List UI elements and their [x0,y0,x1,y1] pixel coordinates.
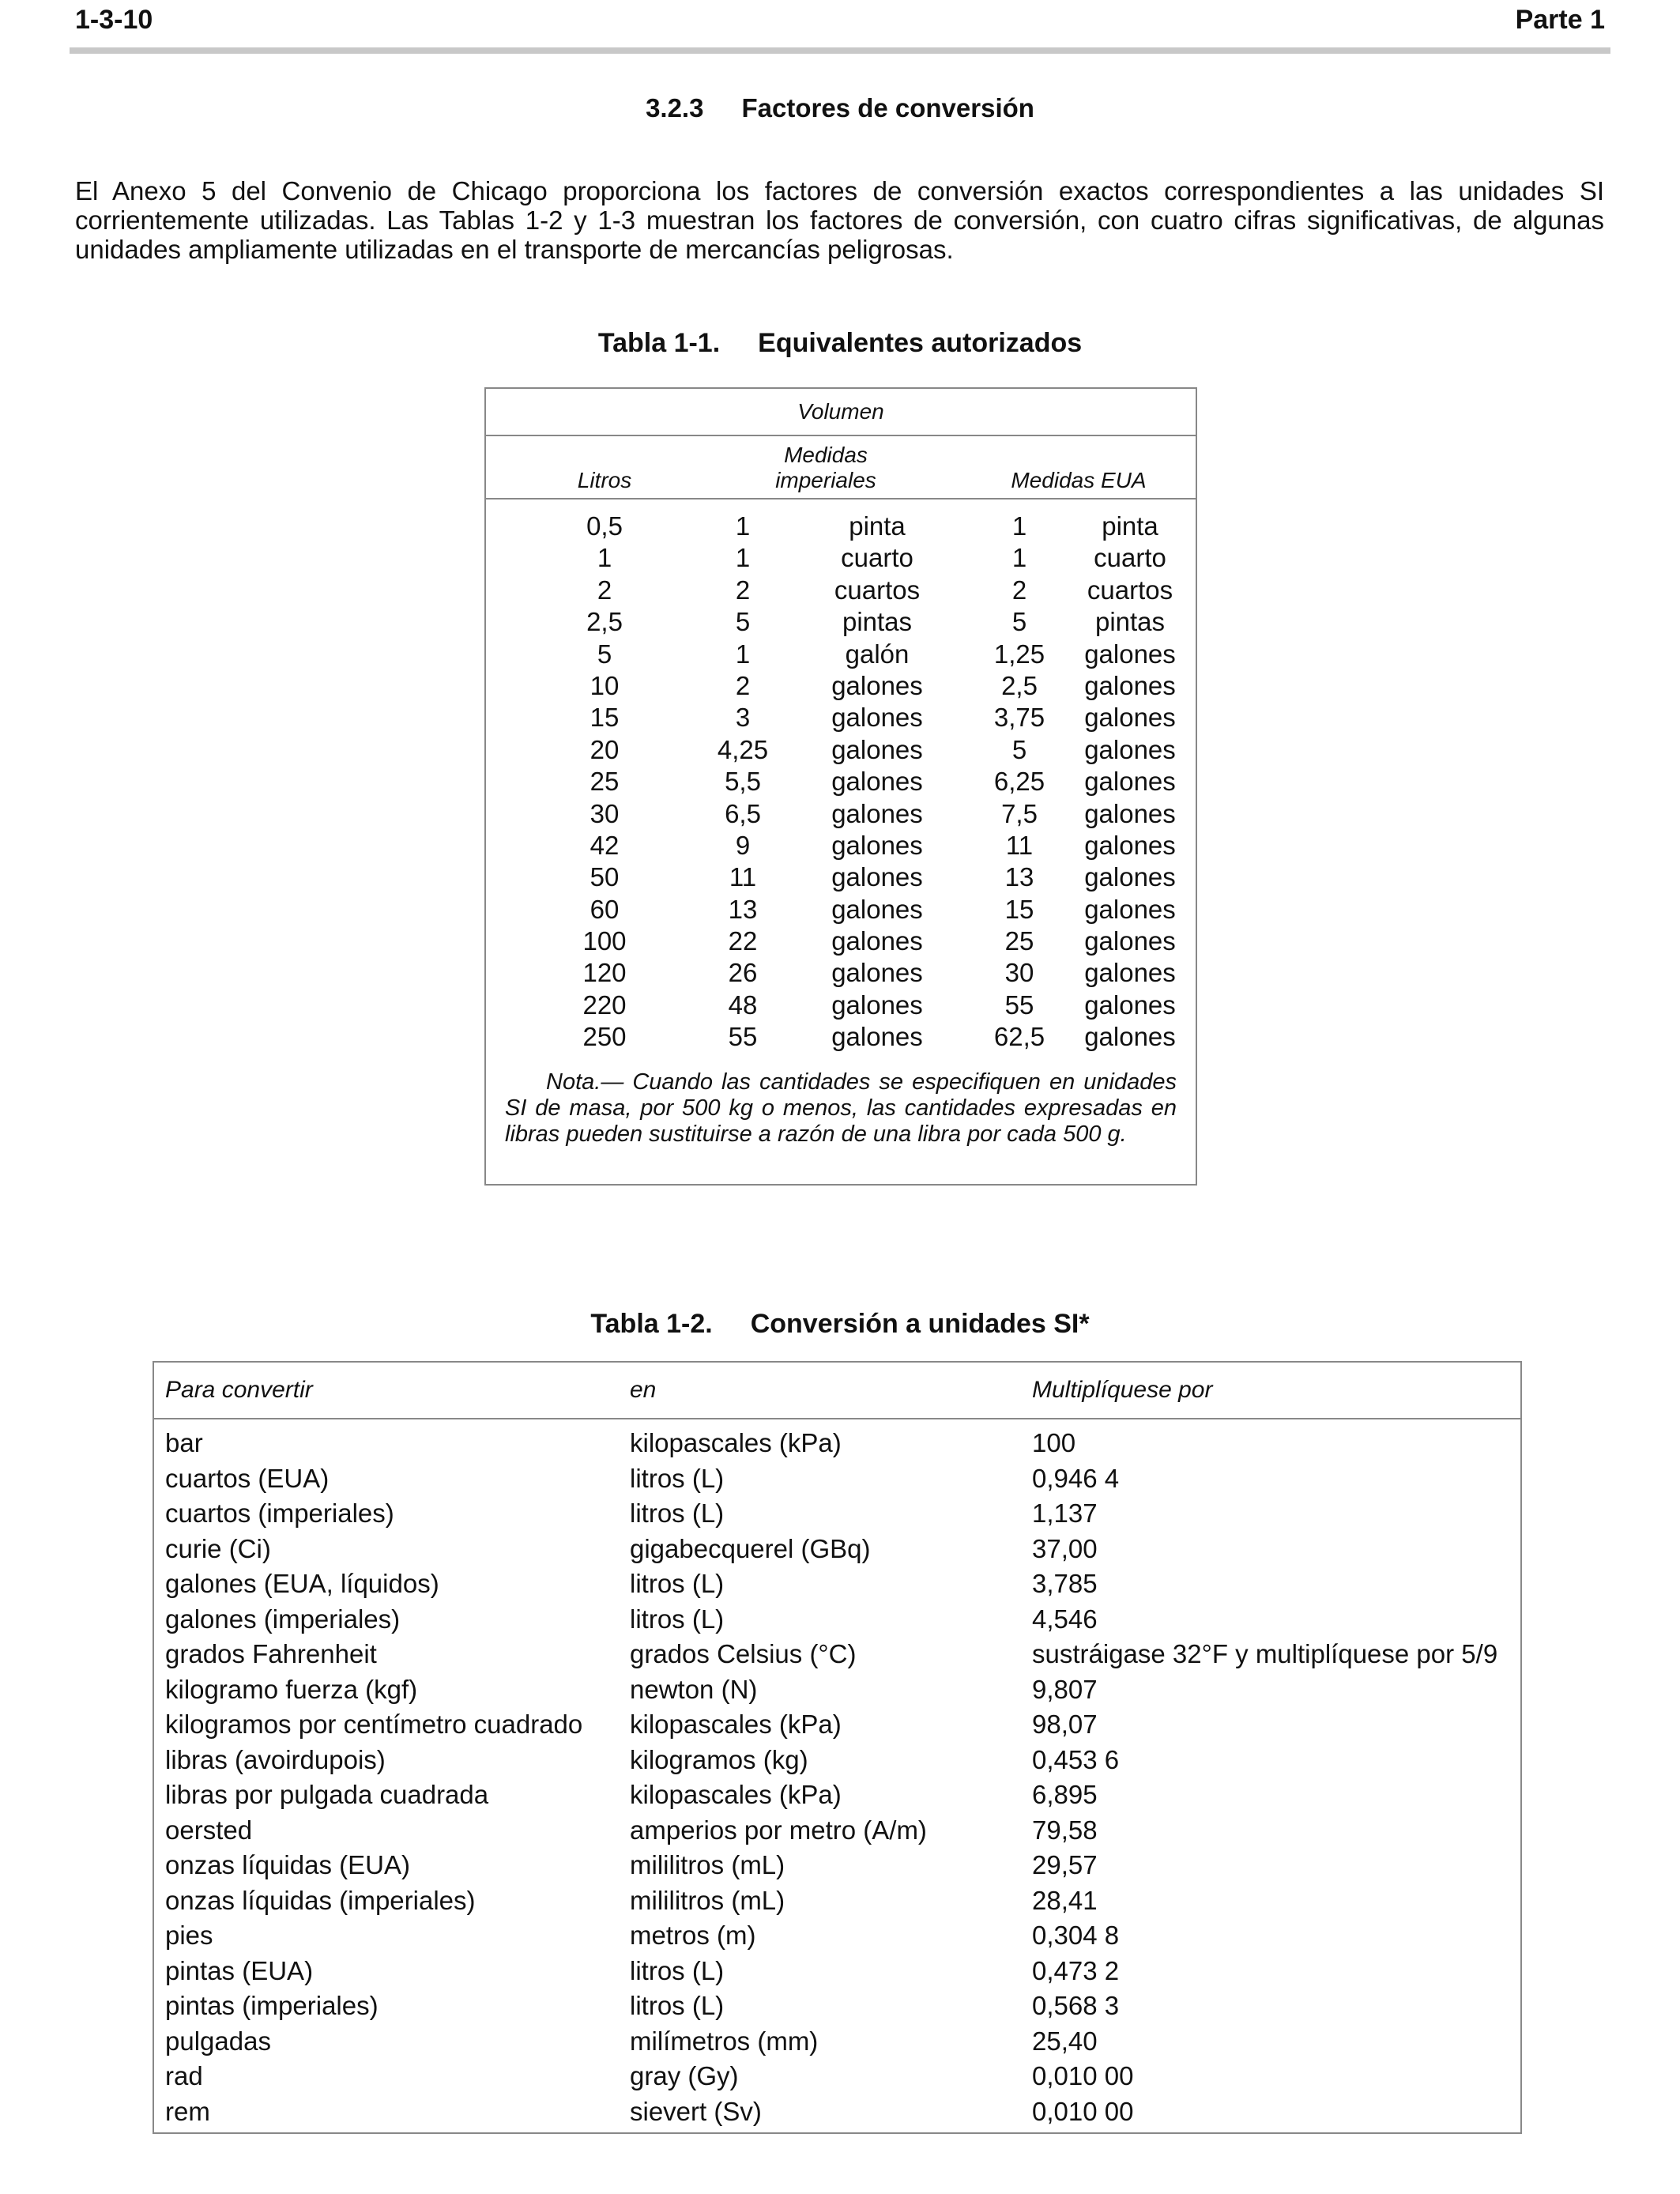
table-row [154,1637,1520,1672]
table-row [486,894,1196,925]
liters-cell: 2 [597,575,612,605]
table1-number: Tabla 1-1. [597,328,721,358]
us-unit-cell: galones [1084,990,1176,1020]
factor-cell: 29,57 [1032,1850,1098,1879]
factor-cell: 98,07 [1032,1710,1098,1739]
us-qty-cell: 5 [1011,607,1027,637]
col-header-imperial-line2: imperiales [775,468,876,492]
factor-cell: 28,41 [1032,1885,1098,1915]
col-header-liters: Litros [577,468,632,492]
imperial-unit-cell: pintas [842,607,913,637]
imperial-qty-cell: 3 [735,703,751,733]
table1-column-headers [486,435,1196,499]
section-number: 3.2.3 [646,93,704,123]
convert-to-cell: kilopascales (kPa) [630,1710,842,1739]
table-row [486,830,1196,861]
convert-to-cell: amperios por metro (A/m) [630,1815,927,1845]
us-unit-cell: pinta [1102,511,1158,541]
col-header-into: en [630,1377,657,1403]
convert-to-cell: grados Celsius (°C) [630,1639,857,1668]
convert-to-cell: kilogramos (kg) [630,1744,808,1774]
section-heading [0,93,1680,123]
page-number: 1-3-10 [75,5,153,35]
imperial-qty-cell: 13 [728,894,758,924]
liters-cell: 1 [597,543,612,573]
liters-cell: 15 [590,703,620,733]
imperial-qty-cell: 5 [735,607,751,637]
factor-cell: 4,546 [1032,1604,1098,1634]
liters-cell: 100 [582,926,627,956]
table-row [154,1707,1520,1743]
convert-to-cell: litros (L) [630,1463,725,1493]
liters-cell: 10 [590,670,620,700]
imperial-unit-cell: galones [831,894,923,924]
convert-from-cell: bar [165,1428,203,1457]
us-qty-cell: 7,5 [1001,798,1038,828]
us-unit-cell: galones [1084,894,1176,924]
table-row [154,1954,1520,1989]
factor-cell: 0,946 4 [1032,1463,1120,1493]
factor-cell: 0,010 00 [1032,2096,1134,2126]
imperial-unit-cell: galones [831,670,923,700]
imperial-unit-cell: galón [845,639,910,669]
imperial-unit-cell: galones [831,958,923,988]
us-qty-cell: 11 [1005,830,1034,860]
us-unit-cell: galones [1084,862,1176,892]
convert-to-cell: litros (L) [630,1991,725,2020]
liters-cell: 2,5 [586,607,623,637]
liters-cell: 5 [597,639,612,669]
table-row [486,766,1196,797]
table1-title: Equivalentes autorizados [758,328,1083,358]
table2-number: Tabla 1-2. [590,1309,713,1339]
us-unit-cell: galones [1084,798,1176,828]
table1-body [486,511,1196,1054]
table-row [486,957,1196,989]
table-row [154,1496,1520,1532]
convert-from-cell: pintas (EUA) [165,1955,314,1985]
us-unit-cell: galones [1084,703,1176,733]
convert-from-cell: kilogramos por centímetro cuadrado [165,1710,583,1739]
imperial-unit-cell: cuarto [841,543,913,573]
imperial-unit-cell: galones [831,1022,923,1052]
us-qty-cell: 15 [1004,894,1034,924]
table1-caption [0,328,1680,359]
table-row [486,861,1196,893]
convert-from-cell: onzas líquidas (imperiales) [165,1885,476,1915]
factor-cell: 0,568 3 [1032,1991,1120,2020]
convert-from-cell: pies [165,1921,213,1950]
col-header-us: Medidas EUA [1011,468,1147,492]
us-unit-cell: pintas [1094,607,1166,637]
liters-cell: 25 [590,767,620,797]
intro-paragraph: El Anexo 5 del Convenio de Chicago proporciona los factores de conversión exactos correspondientes a las unidades SI corrientemente utilizadas. Las Tablas 1-2 y 1-3 muestran los factores de conversión, con cuatro cifras significativas, de algunas unidades ampliamente utilizadas en el transporte de mercancías peligrosas. [75,176,1604,264]
us-qty-cell: 6,25 [993,767,1045,797]
imperial-qty-cell: 6,5 [725,798,761,828]
table-equivalents [484,387,1197,1186]
table1-note: Nota.— Cuando las cantidades se especifiquen en unidades SI de masa, por 500 kg o menos, las cantidades expresadas en libras pueden sustituirse a razón de una libra por cada 500 g. [505,1069,1177,1147]
us-unit-cell: galones [1084,670,1176,700]
us-qty-cell: 30 [1004,958,1034,988]
table2-body [154,1426,1520,2129]
convert-from-cell: cuartos (imperiales) [165,1498,394,1528]
imperial-unit-cell: galones [831,734,923,764]
table-row [486,798,1196,830]
factor-cell: 37,00 [1032,1533,1098,1563]
us-qty-cell: 2,5 [1001,670,1038,700]
table1-group-header: Volumen [486,389,1196,436]
table-row [486,734,1196,766]
liters-cell: 120 [582,958,627,988]
convert-to-cell: sievert (Sv) [630,2096,762,2126]
convert-from-cell: oersted [165,1815,253,1845]
convert-from-cell: cuartos (EUA) [165,1463,330,1493]
table-row [154,1426,1520,1461]
table-row [486,990,1196,1021]
convert-to-cell: metros (m) [630,1921,756,1950]
liters-cell: 220 [582,990,627,1020]
us-unit-cell: galones [1084,1022,1176,1052]
imperial-qty-cell: 2 [735,575,751,605]
imperial-unit-cell: galones [831,926,923,956]
liters-cell: 42 [590,830,620,860]
table2-caption [0,1309,1680,1340]
us-qty-cell: 55 [1004,990,1034,1020]
us-unit-cell: galones [1084,734,1176,764]
convert-from-cell: grados Fahrenheit [165,1639,377,1668]
convert-to-cell: litros (L) [630,1569,725,1598]
table-row [486,606,1196,638]
us-qty-cell: 1 [1011,511,1027,541]
imperial-unit-cell: galones [831,798,923,828]
us-qty-cell: 3,75 [993,703,1045,733]
convert-from-cell: onzas líquidas (EUA) [165,1850,410,1879]
imperial-unit-cell: galones [831,830,923,860]
convert-from-cell: pintas (imperiales) [165,1991,379,2020]
table-row [486,575,1196,606]
convert-to-cell: mililitros (mL) [630,1850,785,1879]
convert-to-cell: gray (Gy) [630,2061,739,2090]
convert-from-cell: pulgadas [165,2026,271,2056]
convert-from-cell: libras por pulgada cuadrada [165,1780,489,1809]
table-row [154,1918,1520,1954]
factor-cell: 0,473 2 [1032,1955,1120,1985]
convert-to-cell: litros (L) [630,1498,725,1528]
part-label: Parte 1 [1515,5,1605,35]
imperial-qty-cell: 1 [735,543,751,573]
section-title: Factores de conversión [741,93,1034,123]
convert-from-cell: galones (imperiales) [165,1604,401,1634]
table-row [486,639,1196,670]
table-row [154,1672,1520,1708]
convert-from-cell: rad [165,2061,203,2090]
factor-cell: 0,304 8 [1032,1921,1120,1950]
convert-to-cell: mililitros (mL) [630,1885,785,1915]
convert-from-cell: libras (avoirdupois) [165,1744,386,1774]
us-unit-cell: galones [1084,926,1176,956]
table-row [486,1021,1196,1053]
liters-cell: 30 [590,798,620,828]
convert-from-cell: curie (Ci) [165,1533,271,1563]
liters-cell: 0,5 [586,511,623,541]
table-row [154,1532,1520,1567]
table-row [154,1743,1520,1778]
imperial-qty-cell: 4,25 [717,734,769,764]
us-unit-cell: cuartos [1087,575,1173,605]
liters-cell: 20 [590,734,620,764]
factor-cell: 3,785 [1032,1569,1098,1598]
us-unit-cell: galones [1084,639,1176,669]
table-row [154,2024,1520,2060]
convert-to-cell: newton (N) [630,1674,758,1704]
table-row [154,1602,1520,1638]
factor-cell: 0,010 00 [1032,2061,1134,2090]
imperial-qty-cell: 1 [735,511,751,541]
imperial-qty-cell: 26 [728,958,758,988]
convert-to-cell: gigabecquerel (GBq) [630,1533,871,1563]
us-qty-cell: 5 [1011,734,1027,764]
table-row [486,925,1196,957]
table-row [154,2094,1520,2130]
header-rule [70,47,1610,54]
imperial-unit-cell: galones [831,767,923,797]
convert-to-cell: litros (L) [630,1955,725,1985]
table-row [486,702,1196,733]
factor-cell: 0,453 6 [1032,1744,1120,1774]
imperial-qty-cell: 5,5 [725,767,761,797]
factor-cell: sustráigase 32°F y multiplíquese por 5/9 [1032,1639,1498,1668]
us-qty-cell: 1 [1011,543,1027,573]
factor-cell: 25,40 [1032,2026,1098,2056]
convert-from-cell: rem [165,2096,210,2126]
table-row [486,511,1196,542]
table-row [154,2059,1520,2094]
table2-title: Conversión a unidades SI* [750,1309,1090,1339]
imperial-qty-cell: 9 [735,830,751,860]
us-qty-cell: 62,5 [993,1022,1045,1052]
liters-cell: 60 [590,894,620,924]
imperial-unit-cell: cuartos [834,575,921,605]
imperial-unit-cell: galones [831,862,923,892]
table-row [154,1813,1520,1849]
factor-cell: 9,807 [1032,1674,1098,1704]
imperial-qty-cell: 22 [728,926,758,956]
table-si-conversion [153,1361,1522,2134]
table2-header-row [154,1363,1520,1419]
us-qty-cell: 2 [1011,575,1027,605]
factor-cell: 79,58 [1032,1815,1098,1845]
convert-to-cell: milímetros (mm) [630,2026,819,2056]
convert-to-cell: litros (L) [630,1604,725,1634]
us-unit-cell: galones [1084,767,1176,797]
imperial-qty-cell: 1 [735,639,751,669]
us-qty-cell: 13 [1004,862,1034,892]
convert-to-cell: kilopascales (kPa) [630,1428,842,1457]
imperial-unit-cell: galones [831,703,923,733]
imperial-qty-cell: 55 [728,1022,758,1052]
table-row [154,1989,1520,2024]
us-unit-cell: galones [1084,958,1176,988]
imperial-unit-cell: pinta [849,511,906,541]
factor-cell: 1,137 [1032,1498,1098,1528]
convert-to-cell: kilopascales (kPa) [630,1780,842,1809]
col-header-imperial-line1: Medidas [784,443,868,467]
us-qty-cell: 1,25 [993,639,1045,669]
table-row [486,542,1196,574]
imperial-qty-cell: 48 [728,990,758,1020]
liters-cell: 50 [590,862,620,892]
imperial-qty-cell: 11 [729,862,757,892]
liters-cell: 250 [582,1022,627,1052]
imperial-unit-cell: galones [831,990,923,1020]
table-row [154,1777,1520,1813]
table-row [154,1848,1520,1883]
factor-cell: 100 [1032,1428,1076,1457]
factor-cell: 6,895 [1032,1780,1098,1809]
table-row [154,1883,1520,1919]
col-header-multiply: Multiplíquese por [1032,1377,1213,1403]
table-row [154,1566,1520,1602]
us-qty-cell: 25 [1004,926,1034,956]
us-unit-cell: cuarto [1094,543,1166,573]
col-header-convert: Para convertir [165,1377,313,1403]
table-row [154,1461,1520,1497]
imperial-qty-cell: 2 [735,670,751,700]
convert-from-cell: galones (EUA, líquidos) [165,1569,439,1598]
table-row [486,670,1196,702]
convert-from-cell: kilogramo fuerza (kgf) [165,1674,418,1704]
us-unit-cell: galones [1084,830,1176,860]
